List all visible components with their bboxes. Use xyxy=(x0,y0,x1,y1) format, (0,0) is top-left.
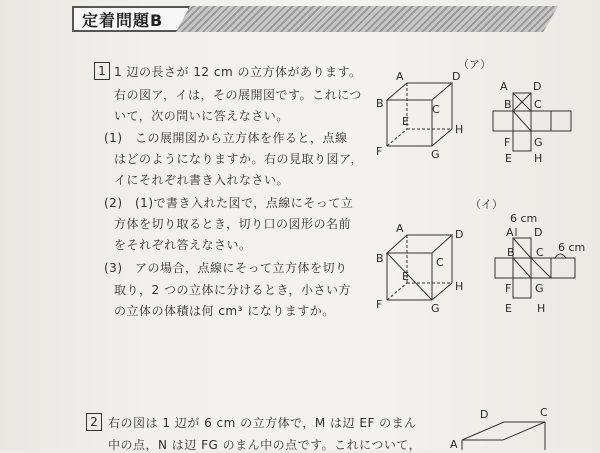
vertex-label: B xyxy=(376,252,384,265)
svg-text:F: F xyxy=(504,136,511,149)
vertex-label: E xyxy=(402,270,409,283)
cube-a xyxy=(387,83,452,146)
problem-2-labels xyxy=(450,406,548,450)
vertex-label: A xyxy=(396,222,404,235)
vertex-label: C xyxy=(432,103,440,116)
vertex-label: A xyxy=(396,70,404,83)
question-1-1-cont: はどのようになりますか。右の見取り図ア， xyxy=(114,152,364,166)
problem-2-line: 中の点，N は辺 FG のまん中の点です。これについて， xyxy=(108,438,422,452)
question-1-2-cont: をそれぞれ答えなさい。 xyxy=(114,238,252,252)
svg-text:G: G xyxy=(535,282,544,295)
problem-2-figure xyxy=(462,422,545,450)
figure-i-caption: （イ） xyxy=(470,198,503,211)
figure-a-caption: （ア） xyxy=(458,58,491,71)
problem-1-number: 1 xyxy=(94,62,110,80)
svg-text:C: C xyxy=(540,406,548,419)
question-1-3-cont: の立体の体積は何 cm³ になりますか。 xyxy=(114,304,335,318)
vertex-label: E xyxy=(402,115,409,128)
svg-text:E: E xyxy=(505,302,512,315)
question-1-2: (2) (1)で書き入れた図で，点線にそって立 xyxy=(104,196,354,210)
svg-text:D: D xyxy=(480,408,489,421)
section-title: 定着問題B xyxy=(82,11,164,30)
vertex-label: G xyxy=(431,302,440,315)
vertex-label: G xyxy=(431,148,440,161)
svg-text:D: D xyxy=(534,226,543,239)
problem-1-line: いて，次の問いに答えなさい。 xyxy=(114,109,289,123)
svg-text:C: C xyxy=(534,98,542,111)
vertex-label: D xyxy=(452,70,461,83)
svg-text:B: B xyxy=(507,246,515,259)
problem-2-number: 2 xyxy=(86,413,102,431)
vertex-label: C xyxy=(436,256,444,269)
svg-text:A: A xyxy=(500,80,508,93)
vertex-label: F xyxy=(376,298,383,311)
question-1-1-cont: イにそれぞれ書き入れなさい。 xyxy=(114,173,290,187)
vertex-label: F xyxy=(376,145,383,158)
cube-a-labels xyxy=(376,70,463,161)
vertex-label: H xyxy=(455,123,464,136)
svg-text:H: H xyxy=(534,152,543,165)
question-1-3: (3) アの場合，点線にそって立方体を切り xyxy=(104,261,348,275)
svg-text:F: F xyxy=(505,282,512,295)
svg-text:B: B xyxy=(504,98,512,111)
dimension-label: 6 cm xyxy=(510,212,538,225)
dimension-label: 6 cm xyxy=(558,241,586,254)
vertex-label: B xyxy=(376,97,384,110)
svg-text:H: H xyxy=(537,302,546,315)
problem-1-line: 1 辺の長さが 12 cm の立方体があります。 xyxy=(114,65,362,79)
svg-text:D: D xyxy=(533,80,542,93)
question-1-3-cont: 取り，2 つの立体に分けるとき，小さい方 xyxy=(114,283,351,297)
question-1-1: (1) この展開図から立方体を作ると，点線 xyxy=(104,131,348,145)
problem-1-line: 右の図ア，イは，その展開図です。これにつ xyxy=(114,88,362,102)
svg-text:G: G xyxy=(534,136,543,149)
svg-text:A: A xyxy=(450,438,458,450)
svg-text:E: E xyxy=(505,152,512,165)
vertex-label: H xyxy=(455,280,464,293)
svg-text:A: A xyxy=(506,226,514,239)
net-i-labels xyxy=(505,212,585,315)
svg-text:C: C xyxy=(536,246,544,259)
vertex-label: D xyxy=(455,228,464,241)
problem-2-line: 右の図は 1 辺が 6 cm の立方体で，M は辺 EF のまん xyxy=(108,416,417,430)
question-1-2-cont: 方体を切り取るとき，切り口の図形の名前 xyxy=(114,217,352,231)
